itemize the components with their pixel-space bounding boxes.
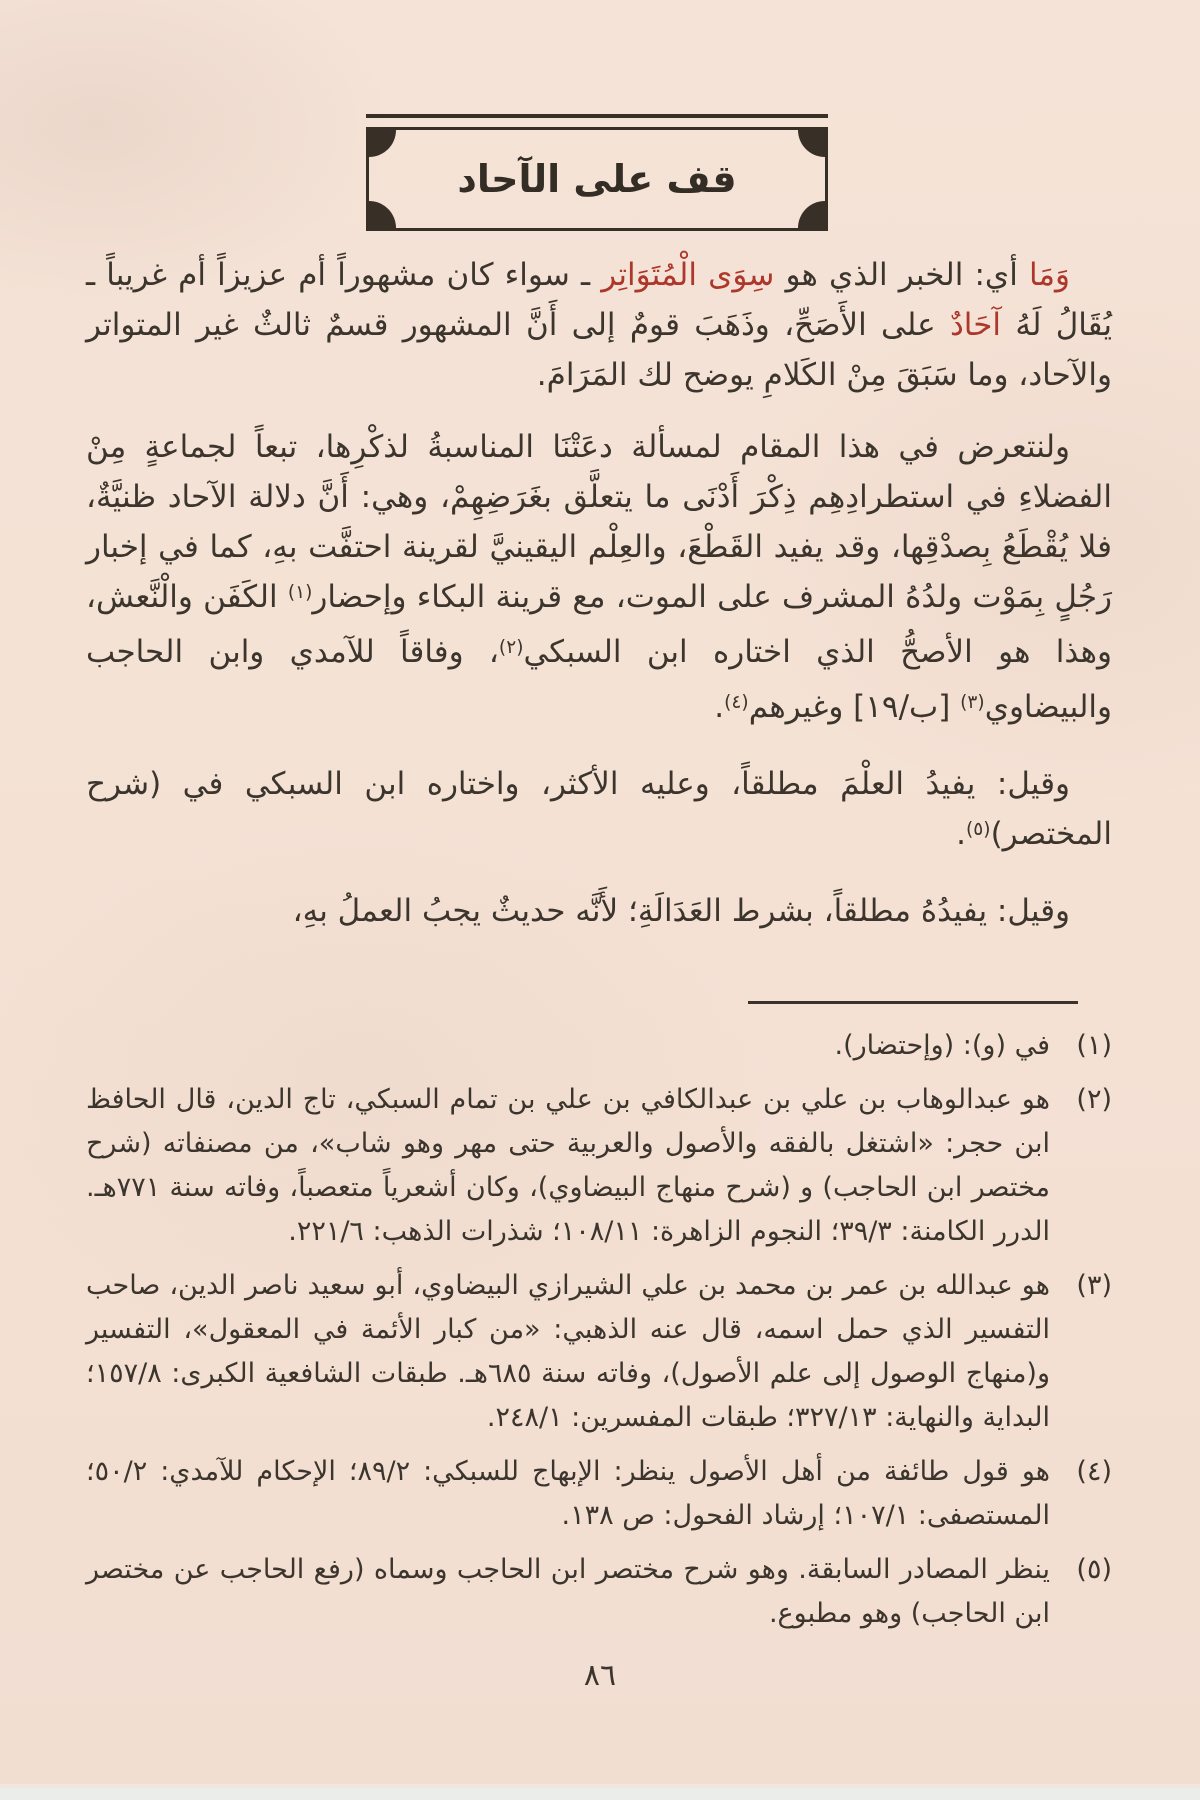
page-title: قف على الآحاد — [457, 157, 737, 201]
footnote-text: هو عبدالله بن عمر بن محمد بن علي الشيرازي البيضاوي، أبو سعيد ناصر الدين، صاحب التفسير الذي حمل اسمه، قال عنه الذهبي: «من كبار الأئمة في المعقول»، التفسير و(منهاج الوصول إلى علم الأصول)، وفاته سنة ٦٨٥هـ. طبقات الشافعية الكبرى: ١٥٧/٨؛ البداية والنهاية: ٣٢٧/١٣؛ طبقات المفسرين: ٢٤٨/١. — [86, 1270, 1050, 1433]
footnote-ref: (٥) — [966, 818, 991, 840]
footnote-ref: (٢) — [498, 636, 524, 658]
keyword-red: آحَادٌ — [949, 307, 1001, 343]
footnote-ref: (١) — [287, 581, 313, 603]
keyword-red: وَمَا — [1028, 257, 1071, 293]
footnote-marker: (١) — [1076, 1030, 1112, 1061]
scan-bottom-edge — [0, 1788, 1200, 1800]
chapter-title-box — [366, 127, 828, 231]
footnote-item — [86, 1078, 1112, 1254]
body-segment: على الأَصَحِّ، وذَهَبَ قومٌ إلى أَنَّ المشهور قسمٌ ثالثٌ غير المتواتر والآحاد، وما سَبَقَ مِنْ الكَلامِ يوضح لك المَرَامَ. — [86, 307, 1112, 393]
footnote-text: ينظر المصادر السابقة. وهو شرح مختصر ابن الحاجب وسماه (رفع الحاجب عن مختصر ابن الحاجب) وهو مطبوع. — [86, 1554, 1050, 1629]
paragraph — [86, 759, 1112, 864]
footnote-text: في (و): (وإحتضار). — [834, 1030, 1050, 1061]
paragraph — [86, 250, 1112, 400]
paragraph — [86, 422, 1112, 737]
footnote-marker: (٥) — [1076, 1554, 1112, 1585]
footnote-item — [86, 1024, 1112, 1068]
footnote-text: هو عبدالوهاب بن علي بن عبدالكافي بن علي بن تمام السبكي، تاج الدين، قال الحافظ ابن حجر: «اشتغل بالفقه والأصول والعربية حتى مهر وهو شاب»، من مصنفاته (شرح مختصر ابن الحاجب) و (شرح منهاج البيضاوي)، وكان أشعرياً متعصباً، وفاته سنة ٧٧١هـ. الدرر الكامنة: ٣٩/٣؛ النجوم الزاهرة: ١٠٨/١١؛ شذرات الذهب: ٢٢١/٦. — [86, 1084, 1050, 1247]
body-segment: وقيل: يفيدُ العلْمَ مطلقاً، وعليه الأكثر، واختاره ابن السبكي في (شرح المختصر) — [86, 766, 1112, 852]
footnote-marker: (٢) — [1076, 1084, 1112, 1115]
page-number: ٨٦ — [583, 1658, 617, 1693]
body-segment: وقيل: يفيدُهُ مطلقاً، بشرط العَدَالَةِ؛ لأَنَّه حديثٌ يجبُ العملُ بهِ، — [292, 893, 1070, 929]
body-segment: . — [714, 689, 725, 725]
body-segment: . — [956, 816, 967, 852]
footnote-separator — [748, 1001, 1078, 1004]
body-segment: أي: الخبر الذي هو — [774, 257, 1029, 293]
footnote-marker: (٤) — [1076, 1456, 1112, 1487]
keyword-red: سِوَى الْمُتَوَاتِر — [601, 257, 775, 293]
body-text — [86, 250, 1112, 958]
body-segment: [ب/١٩] وغيرهم — [748, 689, 961, 725]
body-segment: الكَفَن والْنَّعش، وهذا هو الأصحُّ الذي اختاره ابن السبكي — [86, 579, 1112, 670]
footnote-text: هو قول طائفة من أهل الأصول ينظر: الإبهاج للسبكي: ٨٩/٢؛ الإحكام للآمدي: ٥٠/٢؛ المستصفى: ١٠٧/١؛ إرشاد الفحول: ص ١٣٨. — [86, 1456, 1051, 1531]
footnote-ref: (٤) — [724, 691, 749, 713]
footnote-ref: (٣) — [960, 691, 985, 713]
paragraph — [86, 886, 1112, 936]
footnote-item — [86, 1264, 1112, 1440]
footnote-marker: (٣) — [1076, 1270, 1112, 1301]
body-segment: ـ سواء كان مشهوراً أم عزيزاً أم غريباً ـ يُقَالُ لَهُ — [86, 257, 1112, 343]
footnotes — [86, 1024, 1112, 1646]
footnote-item — [86, 1450, 1112, 1538]
body-segment: ، وفاقاً للآمدي وابن الحاجب والبيضاوي — [86, 634, 1112, 725]
footnote-item — [86, 1548, 1112, 1636]
body-segment: ولنتعرض في هذا المقام لمسألة دعَتْنَا المناسبةُ لذكْرِها، تبعاً لجماعةٍ مِنْ الفضلاءِ في استطرادِهِم ذِكْرَ أَدْنَى ما يتعلَّق بغَرَضِهِمْ، وهي: أَنَّ دلالة الآحاد ظنيَّةٌ، فلا يُقْطَعُ بِصدْقِها، وقد يفيد القَطْعَ، والعِلْم اليقينيَّ لقرينة احتفَّت بهِ، كما في إخبار رَجُلٍ بِمَوْت ولدُهُ المشرف على الموت، مع قرينة البكاء وإحضار — [86, 429, 1113, 615]
